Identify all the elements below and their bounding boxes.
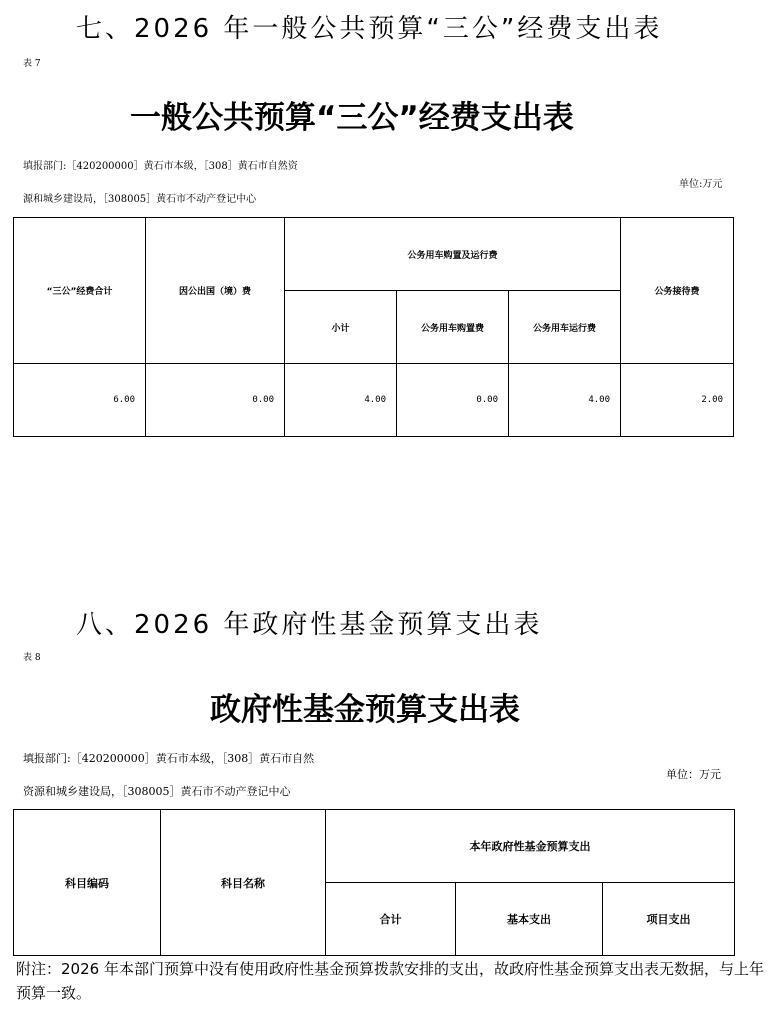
header-basic-expense: 基本支出 xyxy=(456,883,603,956)
value-abroad: 0.00 xyxy=(146,364,285,437)
section8-unit-label: 单位：万元 xyxy=(666,768,721,781)
footnote: 附注：2026 年本部门预算中没有使用政府性基金预算拨款安排的支出，故政府性基金预算支出表无数据，与上年预算一致。 xyxy=(16,960,764,1002)
header-subtotal: 小计 xyxy=(285,291,397,364)
header-subject-name: 科目名称 xyxy=(161,810,326,956)
section7-heading: 七、2026 年一般公共预算“三公”经费支出表 xyxy=(76,14,663,44)
reporting-unit-line-2: 资源和城乡建设局，［308005］黄石市不动产登记中心 xyxy=(23,785,291,798)
header-vehicle-purchase: 公务用车购置费 xyxy=(397,291,509,364)
reporting-unit-line-1: 填报部门:［420200000］黄石市本级，［308］黄石市自然资 xyxy=(23,161,298,172)
section7-reporting-unit xyxy=(23,150,298,216)
table-row xyxy=(14,364,734,437)
header-fund-total: 合计 xyxy=(326,883,456,956)
value-subtotal: 4.00 xyxy=(285,364,397,437)
section7-unit-label: 单位:万元 xyxy=(679,179,723,190)
three-public-expense-table xyxy=(13,217,734,437)
header-vehicle-operation: 公务用车运行费 xyxy=(509,291,621,364)
header-total: “三公”经费合计 xyxy=(14,218,146,364)
value-vehicle-operation: 4.00 xyxy=(509,364,621,437)
section7-table-number: 表 7 xyxy=(23,59,41,69)
value-total: 6.00 xyxy=(14,364,146,437)
header-project-expense: 项目支出 xyxy=(603,883,735,956)
section8-heading: 八、2026 年政府性基金预算支出表 xyxy=(76,610,543,640)
header-subject-code: 科目编码 xyxy=(14,810,161,956)
header-abroad: 因公出国（境）费 xyxy=(146,218,285,364)
header-reception: 公务接待费 xyxy=(621,218,734,364)
government-fund-table xyxy=(13,809,735,956)
value-reception: 2.00 xyxy=(621,364,734,437)
header-fund-group: 本年政府性基金预算支出 xyxy=(326,810,735,883)
section8-title: 政府性基金预算支出表 xyxy=(210,692,520,728)
header-vehicle-group: 公务用车购置及运行费 xyxy=(285,218,621,291)
reporting-unit-line-2: 源和城乡建设局，［308005］黄石市不动产登记中心 xyxy=(23,194,257,205)
reporting-unit-line-1: 填报部门:［420200000］黄石市本级，［308］黄石市自然 xyxy=(23,752,315,765)
value-vehicle-purchase: 0.00 xyxy=(397,364,509,437)
section8-table-number: 表 8 xyxy=(23,653,41,663)
section7-title: 一般公共预算“三公”经费支出表 xyxy=(130,100,574,136)
section8-reporting-unit xyxy=(23,742,314,808)
